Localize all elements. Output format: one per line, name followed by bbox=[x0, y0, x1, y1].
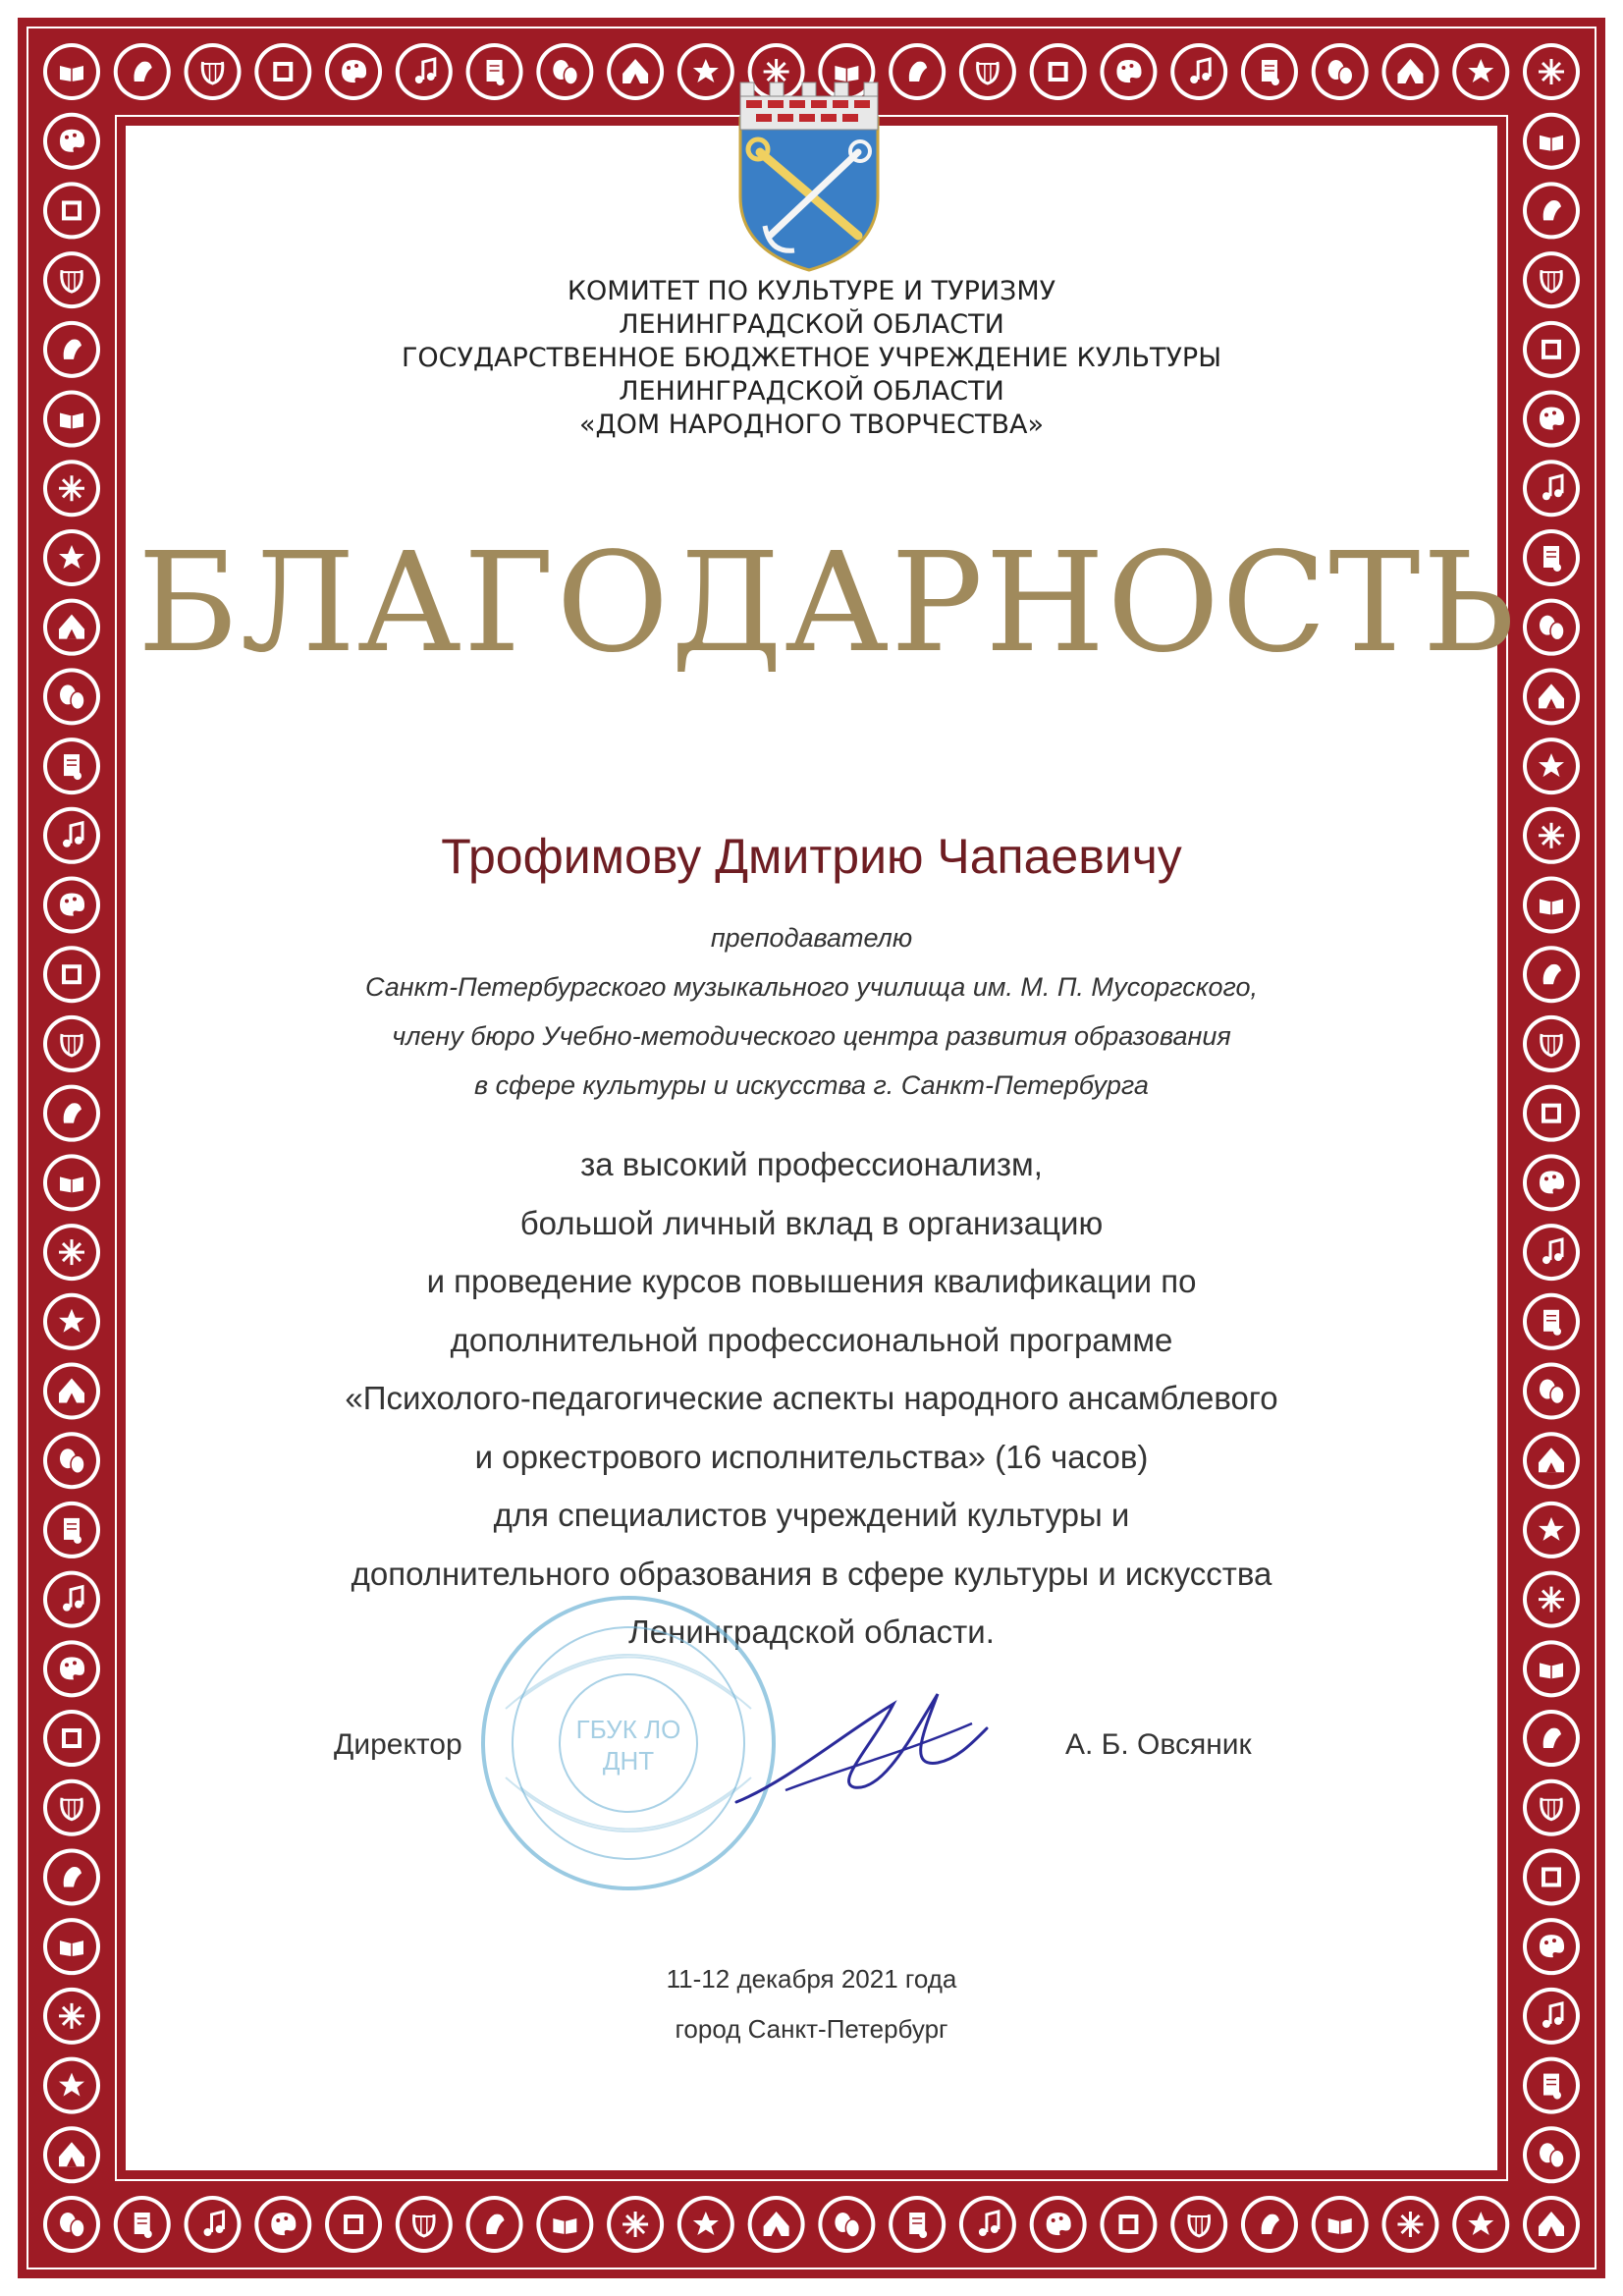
film-reel-icon bbox=[1523, 321, 1580, 378]
music-note-icon bbox=[1523, 1224, 1580, 1281]
lyre-icon bbox=[396, 2196, 453, 2253]
position-line: Санкт-Петербургского музыкального училища им. М. П. Мусоргского, bbox=[364, 972, 1259, 1002]
issue-place: город Санкт-Петербург bbox=[675, 2014, 948, 2044]
lyre-icon bbox=[43, 251, 100, 308]
open-book-music-icon bbox=[1523, 1640, 1580, 1697]
ballet-shoe-icon bbox=[43, 1085, 100, 1142]
open-book-music-icon bbox=[43, 391, 100, 448]
palette-icon bbox=[325, 43, 382, 100]
scroll-icon bbox=[1523, 2057, 1580, 2114]
film-reel-icon bbox=[1523, 1848, 1580, 1905]
open-book-music-icon bbox=[43, 43, 100, 100]
issuer-header bbox=[137, 275, 1486, 442]
reason-line: дополнительного образования в сфере культуры и искусства bbox=[351, 1555, 1272, 1592]
star-icon bbox=[1452, 43, 1509, 100]
star-icon bbox=[677, 2196, 734, 2253]
ballet-shoe-icon bbox=[114, 43, 171, 100]
scroll-icon bbox=[889, 2196, 946, 2253]
lyre-icon bbox=[43, 1779, 100, 1836]
palette-icon bbox=[1100, 43, 1157, 100]
snowflake-ornament-icon bbox=[43, 1224, 100, 1281]
star-icon bbox=[43, 1293, 100, 1350]
scroll-icon bbox=[43, 738, 100, 794]
circus-tent-icon bbox=[43, 599, 100, 656]
circus-tent-icon bbox=[43, 1362, 100, 1419]
reason-line: большой личный вклад в организацию bbox=[519, 1204, 1104, 1241]
snowflake-ornament-icon bbox=[43, 460, 100, 517]
open-book-music-icon bbox=[1523, 877, 1580, 934]
signatory-name: А. Б. Овсяник bbox=[1065, 1728, 1252, 1761]
snowflake-ornament-icon bbox=[1523, 43, 1580, 100]
reason-line: «Психолого-педагогические аспекты народного ансамблевого bbox=[345, 1380, 1278, 1416]
header-line: ГОСУДАРСТВЕННОЕ БЮДЖЕТНОЕ УЧРЕЖДЕНИЕ КУЛЬТУРЫ bbox=[401, 343, 1222, 373]
palette-icon bbox=[1523, 1918, 1580, 1975]
scroll-icon bbox=[114, 2196, 171, 2253]
header-line: ЛЕНИНГРАДСКОЙ ОБЛАСТИ bbox=[619, 376, 1004, 407]
leningrad-oblast-coat-of-arms bbox=[730, 79, 888, 275]
circus-tent-icon bbox=[1523, 2196, 1580, 2253]
ballet-shoe-icon bbox=[43, 1848, 100, 1905]
film-reel-icon bbox=[1523, 1085, 1580, 1142]
ballet-shoe-icon bbox=[1523, 1710, 1580, 1767]
open-book-music-icon bbox=[1312, 2196, 1369, 2253]
music-note-icon bbox=[396, 43, 453, 100]
circus-tent-icon bbox=[43, 2126, 100, 2183]
theater-masks-icon bbox=[43, 1432, 100, 1489]
header-line: ЛЕНИНГРАДСКОЙ ОБЛАСТИ bbox=[619, 309, 1004, 340]
ballet-shoe-icon bbox=[1523, 946, 1580, 1003]
snowflake-ornament-icon bbox=[43, 1988, 100, 2045]
film-reel-icon bbox=[254, 43, 311, 100]
palette-icon bbox=[43, 1640, 100, 1697]
stamp-text: ГБУК ЛО bbox=[575, 1715, 681, 1744]
circus-tent-icon bbox=[1523, 1432, 1580, 1489]
open-book-music-icon bbox=[43, 1918, 100, 1975]
ballet-shoe-icon bbox=[889, 43, 946, 100]
reason-line: дополнительной профессиональной программе bbox=[450, 1321, 1173, 1358]
ballet-shoe-icon bbox=[1241, 2196, 1298, 2253]
music-note-icon bbox=[185, 2196, 242, 2253]
reason-line: Ленинградской области. bbox=[628, 1613, 995, 1650]
music-note-icon bbox=[1523, 1988, 1580, 2045]
theater-masks-icon bbox=[1523, 599, 1580, 656]
music-note-icon bbox=[959, 2196, 1016, 2253]
scroll-icon bbox=[1523, 1293, 1580, 1350]
music-note-icon bbox=[1523, 460, 1580, 517]
position-line: преподавателю bbox=[710, 923, 913, 953]
theater-masks-icon bbox=[536, 43, 593, 100]
circus-tent-icon bbox=[607, 43, 664, 100]
lyre-icon bbox=[1523, 1015, 1580, 1072]
theater-masks-icon bbox=[1523, 2126, 1580, 2183]
scroll-icon bbox=[43, 1502, 100, 1558]
music-note-icon bbox=[43, 1571, 100, 1628]
lyre-icon bbox=[43, 1015, 100, 1072]
star-icon bbox=[1452, 2196, 1509, 2253]
star-icon bbox=[1523, 1502, 1580, 1558]
ballet-shoe-icon bbox=[466, 2196, 523, 2253]
star-icon bbox=[1523, 738, 1580, 794]
lyre-icon bbox=[1170, 2196, 1227, 2253]
award-reason bbox=[137, 1135, 1486, 1662]
lyre-icon bbox=[959, 43, 1016, 100]
star-icon bbox=[677, 43, 734, 100]
theater-masks-icon bbox=[818, 2196, 875, 2253]
position-line: в сфере культуры и искусства г. Санкт-Петербурга bbox=[474, 1070, 1149, 1100]
circus-tent-icon bbox=[1523, 668, 1580, 725]
scroll-icon bbox=[466, 43, 523, 100]
issue-date: 11-12 декабря 2021 года bbox=[666, 1964, 957, 1994]
circus-tent-icon bbox=[748, 2196, 805, 2253]
film-reel-icon bbox=[43, 182, 100, 239]
lyre-icon bbox=[1523, 251, 1580, 308]
open-book-music-icon bbox=[43, 1154, 100, 1211]
circus-tent-icon bbox=[1381, 43, 1438, 100]
scroll-icon bbox=[1523, 529, 1580, 586]
stamp-text: ДНТ bbox=[602, 1746, 655, 1776]
star-icon bbox=[43, 2057, 100, 2114]
snowflake-ornament-icon bbox=[607, 2196, 664, 2253]
position-line: члену бюро Учебно-методического центра развития образования bbox=[392, 1021, 1231, 1051]
star-icon bbox=[43, 529, 100, 586]
theater-masks-icon bbox=[43, 2196, 100, 2253]
snowflake-ornament-icon bbox=[1381, 2196, 1438, 2253]
snowflake-ornament-icon bbox=[1523, 807, 1580, 864]
palette-icon bbox=[254, 2196, 311, 2253]
film-reel-icon bbox=[325, 2196, 382, 2253]
header-line: КОМИТЕТ ПО КУЛЬТУРЕ И ТУРИЗМУ bbox=[567, 276, 1056, 306]
signatory-role: Директор bbox=[334, 1728, 462, 1761]
recipient-name: Трофимову Дмитрию Чапаевичу bbox=[441, 829, 1182, 884]
certificate-content bbox=[137, 137, 1517, 2159]
snowflake-ornament-icon bbox=[1523, 1571, 1580, 1628]
film-reel-icon bbox=[1030, 43, 1087, 100]
certificate-title: БЛАГОДАРНОСТЬ bbox=[137, 523, 1517, 683]
header-line: «ДОМ НАРОДНОГО ТВОРЧЕСТВА» bbox=[579, 410, 1044, 440]
ballet-shoe-icon bbox=[1523, 182, 1580, 239]
scroll-icon bbox=[1241, 43, 1298, 100]
footer bbox=[137, 1954, 1486, 2054]
film-reel-icon bbox=[43, 946, 100, 1003]
palette-icon bbox=[1523, 1154, 1580, 1211]
ballet-shoe-icon bbox=[43, 321, 100, 378]
lyre-icon bbox=[185, 43, 242, 100]
theater-masks-icon bbox=[1523, 1362, 1580, 1419]
palette-icon bbox=[1523, 391, 1580, 448]
reason-line: и проведение курсов повышения квалификации по bbox=[426, 1263, 1197, 1299]
handwritten-signature bbox=[727, 1674, 992, 1822]
reason-line: и оркестрового исполнительства» (16 часов) bbox=[474, 1438, 1149, 1475]
lyre-icon bbox=[1523, 1779, 1580, 1836]
open-book-music-icon bbox=[536, 2196, 593, 2253]
palette-icon bbox=[1030, 2196, 1087, 2253]
recipient-position bbox=[137, 913, 1486, 1110]
palette-icon bbox=[43, 877, 100, 934]
open-book-music-icon bbox=[1523, 113, 1580, 170]
theater-masks-icon bbox=[1312, 43, 1369, 100]
palette-icon bbox=[43, 113, 100, 170]
music-note-icon bbox=[43, 807, 100, 864]
film-reel-icon bbox=[1100, 2196, 1157, 2253]
reason-line: для специалистов учреждений культуры и bbox=[493, 1497, 1130, 1533]
music-note-icon bbox=[1170, 43, 1227, 100]
theater-masks-icon bbox=[43, 668, 100, 725]
reason-line: за высокий профессионализм, bbox=[580, 1146, 1043, 1182]
film-reel-icon bbox=[43, 1710, 100, 1767]
